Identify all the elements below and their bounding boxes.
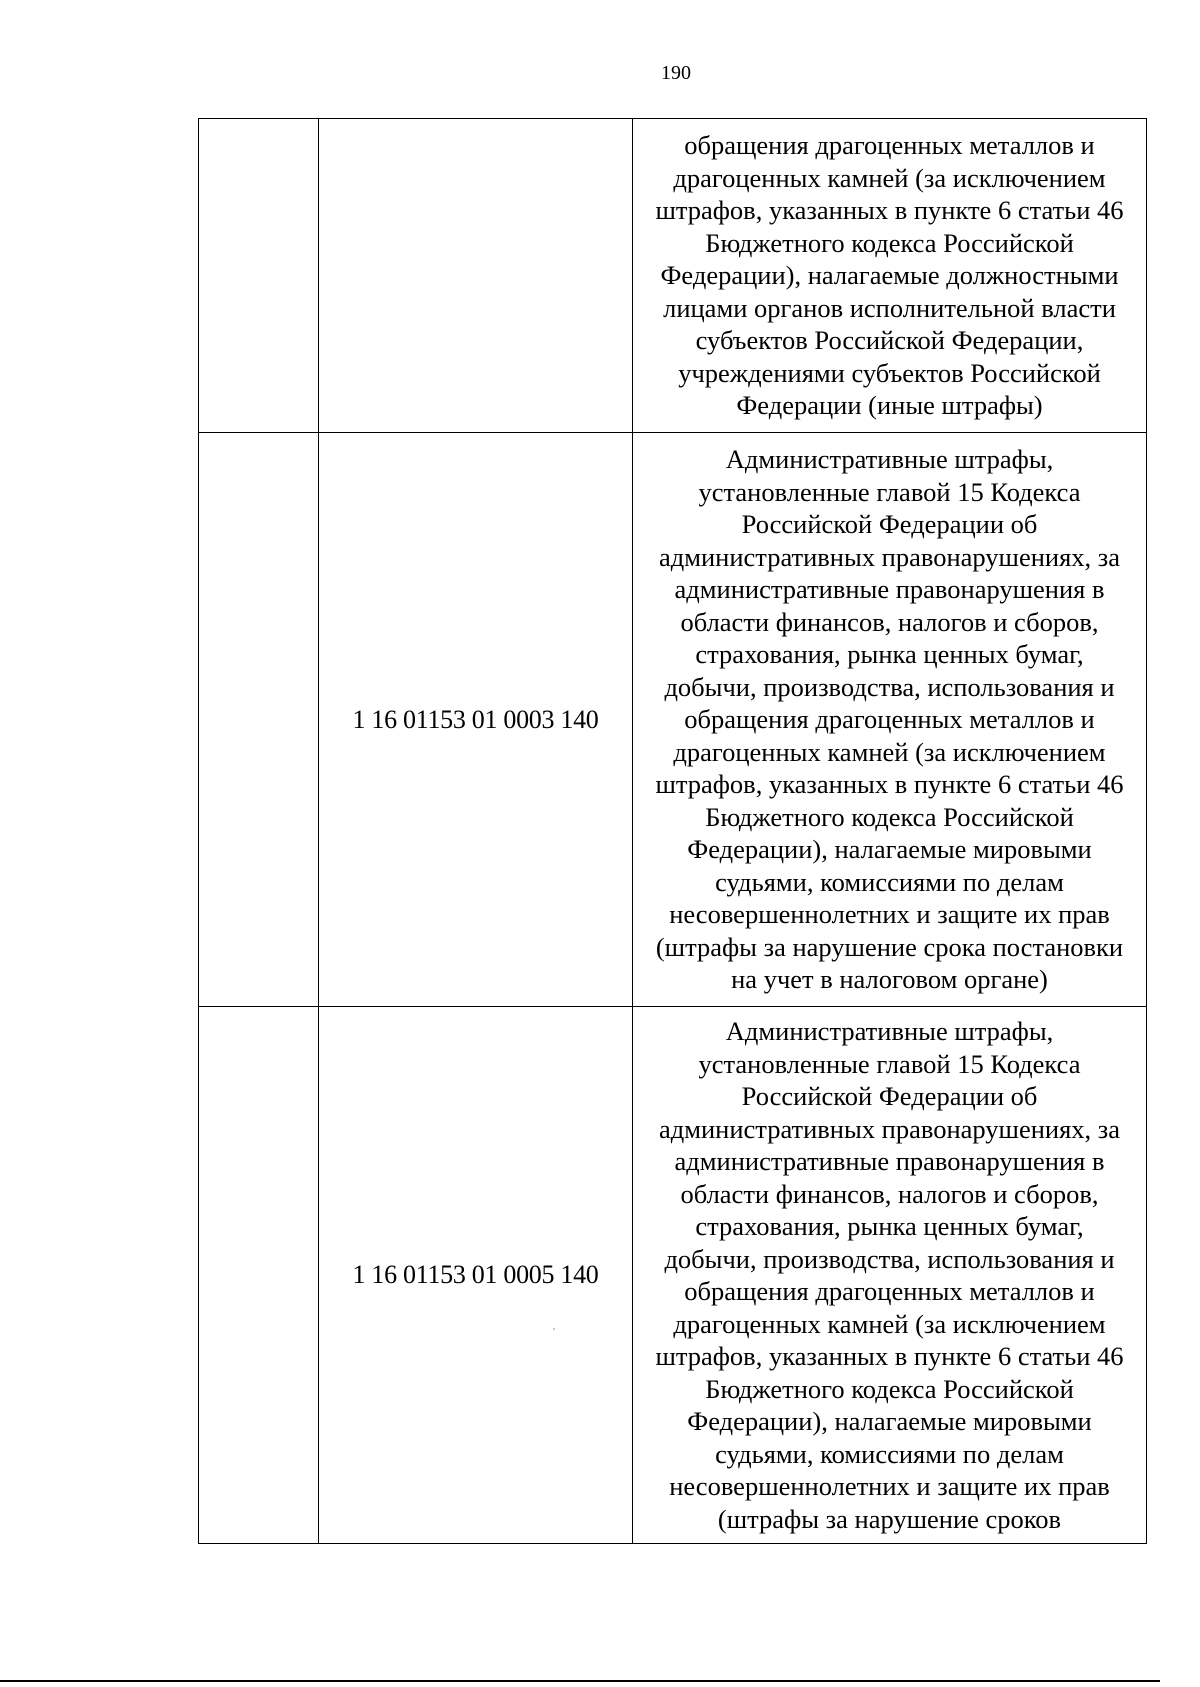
scan-speck: [553, 1328, 555, 1330]
description-line: обращения драгоценных металлов и: [684, 1276, 1095, 1306]
description-line: судьями, комиссиями по делам: [715, 866, 1064, 897]
description-line: несовершеннолетних и защите их прав: [669, 899, 1110, 930]
description-line: обращения драгоценных металлов и: [684, 130, 1095, 161]
description-line: Бюджетного кодекса Российской: [705, 227, 1074, 258]
description-line: области финансов, налогов и сборов,: [680, 606, 1099, 637]
description-line: установленные главой 15 Кодекса: [698, 476, 1081, 507]
description-line: Федерации (иные штрафы): [736, 390, 1043, 421]
budget-code-table: [198, 118, 1147, 1544]
description-line: страхования, рынка ценных бумаг,: [695, 1211, 1084, 1241]
description-line: административных правонарушениях, за: [658, 541, 1120, 572]
description-line: обращения драгоценных металлов и: [684, 704, 1095, 735]
description-line: добычи, производства, использования и: [664, 671, 1115, 702]
description-line: штрафов, указанных в пункте 6 статьи 46: [655, 195, 1124, 226]
description-line: Бюджетного кодекса Российской: [705, 1373, 1074, 1404]
description-line: страхования, рынка ценных бумаг,: [695, 639, 1084, 670]
budget-code-cell: [319, 119, 633, 433]
empty-index-cell: [199, 119, 319, 433]
description-line: штрафов, указанных в пункте 6 статьи 46: [655, 1341, 1124, 1371]
description-line: (штрафы за нарушение срока постановки: [655, 931, 1124, 962]
table-row: [199, 1007, 1147, 1544]
description-line: области финансов, налогов и сборов,: [680, 1178, 1099, 1209]
description-line: учреждениями субъектов Российской: [678, 357, 1101, 388]
description-cell: [633, 1007, 1147, 1544]
table-body: [199, 119, 1147, 1544]
description-line: на учет в налоговом органе): [731, 964, 1048, 995]
description-line: Российской Федерации об: [741, 509, 1038, 540]
description-line: драгоценных камней (за исключением: [673, 736, 1106, 767]
description-line: административные правонарушения в: [674, 1146, 1105, 1176]
description-cell: [633, 433, 1147, 1007]
description-line: добычи, производства, использования и: [664, 1243, 1115, 1274]
description-line: Административные штрафы,: [725, 444, 1054, 475]
description-line: Федерации), налагаемые мировыми: [687, 1406, 1092, 1436]
description-line: Российской Федерации об: [741, 1081, 1038, 1111]
description-line: драгоценных камней (за исключением: [673, 162, 1106, 193]
description-line: Федерации), налагаемые должностными: [660, 260, 1119, 291]
description-line: драгоценных камней (за исключением: [673, 1308, 1106, 1339]
table-row: [199, 119, 1147, 433]
description-cell: [633, 119, 1147, 433]
table-row: [199, 433, 1147, 1007]
description-line: лицами органов исполнительной власти: [663, 292, 1116, 323]
description-line: установленные главой 15 Кодекса: [698, 1048, 1081, 1079]
bottom-rule: [0, 1680, 1160, 1682]
budget-code-cell: 1 16 01153 01 0005 140: [319, 1007, 633, 1544]
description-line: Федерации), налагаемые мировыми: [687, 834, 1092, 865]
page-number: 190: [661, 62, 691, 84]
description-line: Административные штрафы,: [725, 1016, 1054, 1046]
description-line: штрафов, указанных в пункте 6 статьи 46: [655, 769, 1124, 800]
description-line: административных правонарушениях, за: [658, 1113, 1120, 1144]
description-line: административные правонарушения в: [674, 574, 1105, 605]
empty-index-cell: [199, 1007, 319, 1544]
description-line: субъектов Российской Федерации,: [695, 325, 1084, 356]
description-line: несовершеннолетних и защите их прав: [669, 1471, 1110, 1501]
description-line: Бюджетного кодекса Российской: [705, 801, 1074, 832]
description-line: (штрафы за нарушение сроков: [717, 1503, 1062, 1534]
empty-index-cell: [199, 433, 319, 1007]
description-line: судьями, комиссиями по делам: [715, 1438, 1064, 1469]
budget-code-cell: 1 16 01153 01 0003 140: [319, 433, 633, 1007]
